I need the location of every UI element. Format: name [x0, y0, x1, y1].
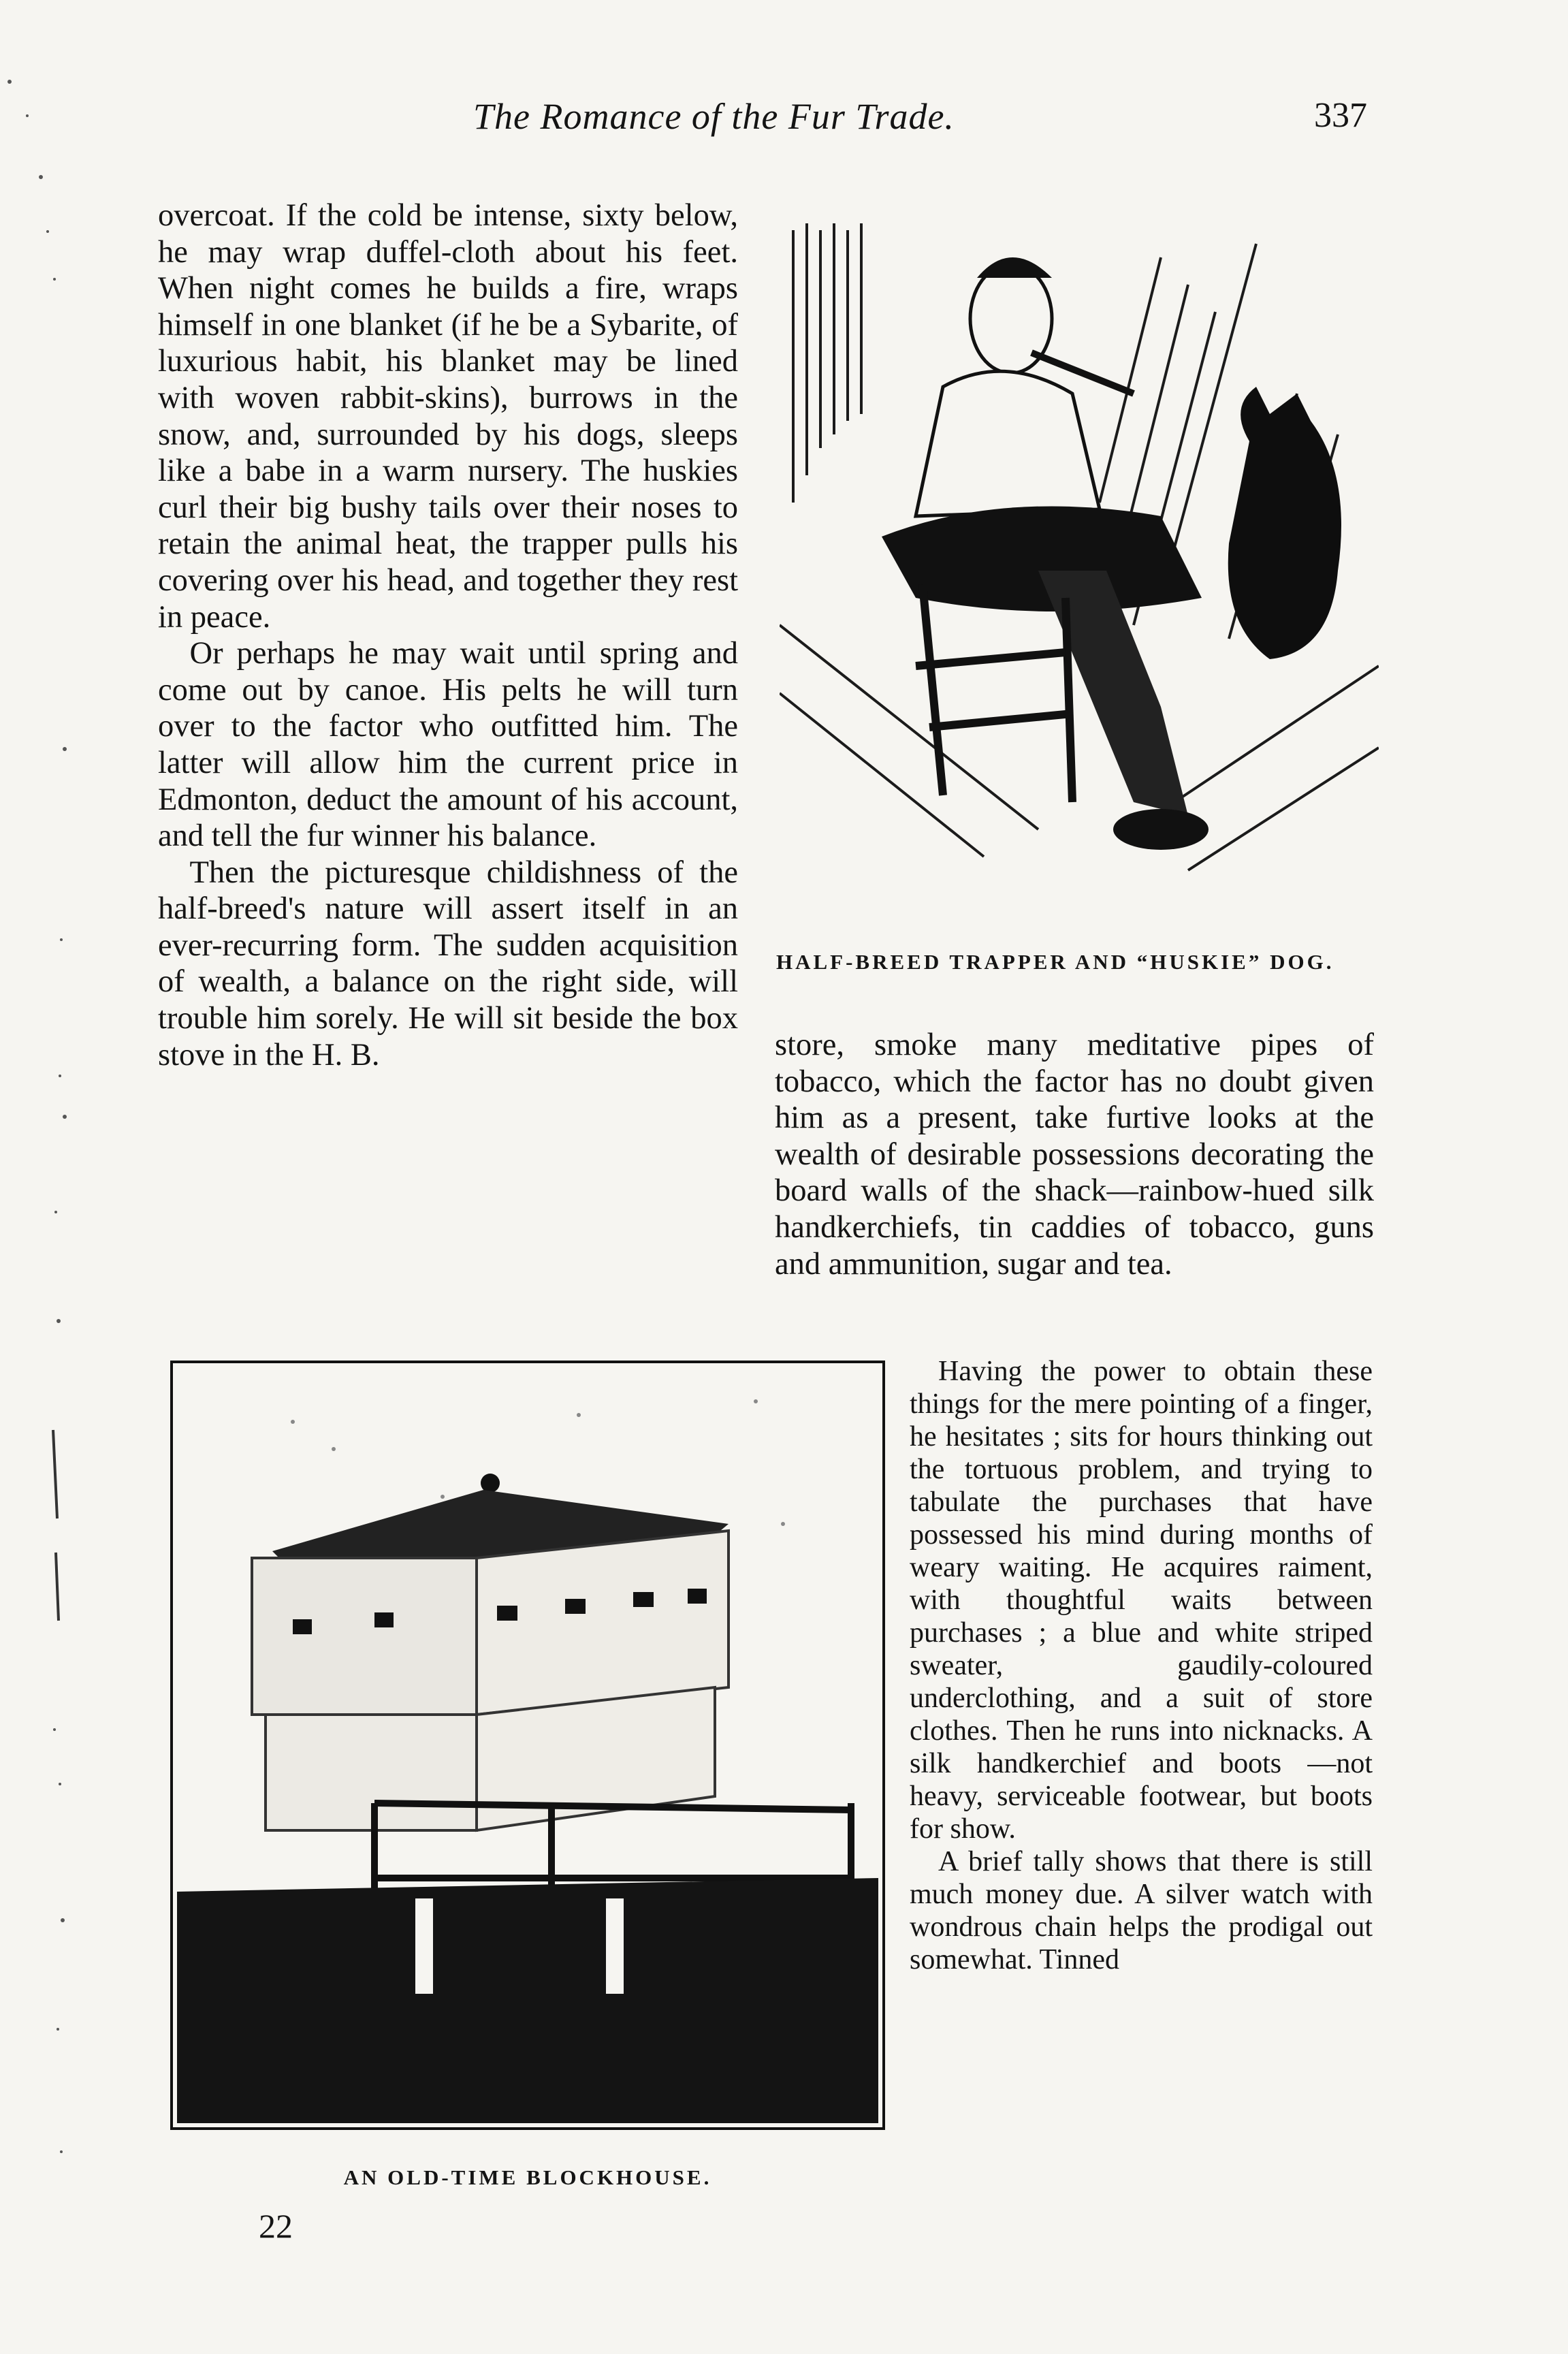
blockhouse-caption: AN OLD-TIME BLOCKHOUSE.: [343, 2165, 712, 2189]
paragraph: A brief tally shows that there is still much money due. A silver watch with wondrous chain helps the prodigal out somewhat. Tinned: [910, 1846, 1373, 1975]
paragraph: overcoat. If the cold be intense, sixty below, he may wrap duffel-cloth about his feet. When night comes he builds a fire, wraps himself in one blanket (if he be a Sybarite, of luxurious habit, his blanket may be lined with woven rabbit-skins), burrows in the snow, and, surrounded by his dogs, sleeps like a babe in a warm nursery. The huskies curl their big bushy tails over their noses to retain the animal heat, the trapper pulls his covering over his head, and together they rest in peace.: [158, 198, 738, 635]
trapper-illustration: [780, 217, 1379, 932]
paragraph: store, smoke many meditative pipes of tobacco, which the factor has no doubt given him as a present, take furtive looks at the wealth of desirable possessions decorating the board walls of the shack—rainbow-hued silk handkerchiefs, tin caddies of tobacco, guns and ammunition, sugar and tea.: [775, 1028, 1374, 1282]
blockhouse-photo: [170, 1361, 885, 2130]
margin-scan-specks: [0, 54, 82, 2233]
signature-mark: 22: [259, 2207, 293, 2245]
paragraph: Having the power to obtain these things for the mere pointing of a finger, he hesitates ; sits for hours thinking out the tortuous problem, and trying to tabulate the purchases that have possessed his mind during months of weary waiting. He acquires raiment, with thoughtful waits between purchases ; a blue and white striped sweater, gaudily-coloured underclothing, and a suit of store clothes. Then he runs into nicknacks. A silk handkerchief and boots —not heavy, serviceable footwear, but boots for show.: [910, 1356, 1373, 1845]
paragraph: Then the picturesque childishness of the half-breed's nature will assert itself in an ever-recurring form. The sudden acquisition of wealth, a balance on the right side, will trouble him sorely. He will sit beside the box stove in the H. B.: [158, 855, 738, 1072]
right-text-column: [775, 1027, 1374, 1282]
running-title: The Romance of the Fur Trade.: [473, 96, 955, 137]
trapper-caption: HALF-BREED TRAPPER AND “HUSKIE” DOG.: [776, 950, 1334, 974]
page-number: 337: [1314, 96, 1367, 135]
left-text-column: [158, 197, 738, 1073]
running-header: [436, 95, 1375, 157]
paragraph: Or perhaps he may wait until spring and come out by canoe. His pelts he will turn over to the factor who outfitted him. The latter will allow him the current price in Edmonton, deduct the amount of his account, and tell the fur winner his balance.: [158, 636, 738, 854]
narrow-text-column: [910, 1355, 1373, 1976]
